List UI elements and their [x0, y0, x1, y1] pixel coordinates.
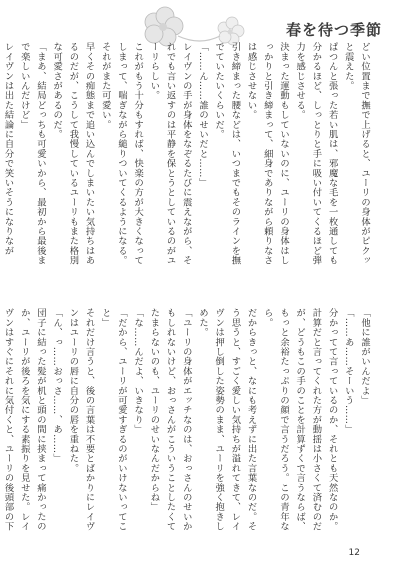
paragraph: ぱつんと張った若い肌は、邪魔な毛を一枚通しても分かるほど、しっとりと手に吸い付いてくるほど弾力を感じさせる。 — [294, 42, 338, 266]
dialogue-line: 「ん、っ……おっさ……、あ……」 — [51, 308, 63, 464]
paragraph: レイヴンは出た結論に自分で笑いそうになりなが — [2, 42, 14, 256]
paragraph: 団子に結った髪が机と頭の間に挟まって痛かったのか、ユーリが後ろを気にする素振りを見せた。レイヴンはすぐにそれに気付くと、ユーリの後頭部の下 — [2, 308, 46, 532]
dialogue-line: 「……ん……誰のせいだと……」 — [196, 42, 208, 188]
paragraph: これがもう十分もすれば、快楽の方が大きくなってしまって、喘ぎながら縋りついてくるようになる。それがまた可愛い。 — [99, 42, 144, 266]
text-column-bottom — [2, 308, 372, 540]
paragraph: だからきっと、なにも考えずに出た言葉なのだ。そう思うと、すごく愛しい気持ちが溢れてきて、レイヴンは押し倒した姿勢のまま、ユーリを強く抱きしめた。 — [196, 308, 257, 532]
paragraph: どい位置まで撫で上げると、ユーリの身体がピクッと震えた。 — [342, 42, 370, 266]
page-number: 12 — [348, 548, 360, 558]
chapter-title: 春を待つ季節 — [285, 21, 382, 39]
dialogue-line: 「まあ、結局どっちも可愛いから、最初から最後まで楽しいんだけど」 — [18, 42, 46, 266]
paragraph: 引き締まった腰などは、いつまでもそのラインを撫でていたいくらいだ。 — [213, 42, 241, 266]
paragraph: それだけ言うと、後の言葉は不要とばかりにレイヴンはユーリの唇に自分の唇を重ねた。 — [67, 308, 95, 532]
dialogue-line: 「だから、ユーリが可愛すぎるのがいけないってこと」 — [99, 308, 127, 532]
text-column-top — [2, 42, 372, 274]
dialogue-line: 「……あ……そーいう……」 — [342, 308, 354, 435]
paragraph: 早くその痴態まで追い込んでしまいたい気持ちはあるのだが、こうして我慢しているユーリもまた格別な可愛さがあるのだ。 — [51, 42, 95, 266]
paragraph: 分かってて言っているのか、それとも天然なのか。計算だと言ってくれた方が動揺は小さくて済むのだが、どうもこの手のことを計算ずくで言うならば、もっと余裕たっぷりの顔で言うだろう。この青年なら。 — [261, 308, 338, 532]
paragraph: 決まった運動もしていないのに、ユーリの身体はしっかりと引き締まって、細身でありながら頼りなさは感じさせない。 — [245, 42, 289, 266]
dialogue-line: 「他に誰がいんだよ」 — [359, 308, 370, 405]
paragraph: レイヴンの手が身体をなぞるたびに震えながら、それでも言い返すのは平静を保とうとしているのがユーリらしい。 — [148, 42, 192, 266]
dialogue-line: 「な……んだよ、いきなり」 — [132, 308, 144, 435]
dialogue-line: 「ユーリの身体がエッチなのは、おっさんのせいかもしれないけど、おっさんがこういうことしたくてたまらないのも、ユーリのせいなんだからね」 — [148, 308, 192, 532]
